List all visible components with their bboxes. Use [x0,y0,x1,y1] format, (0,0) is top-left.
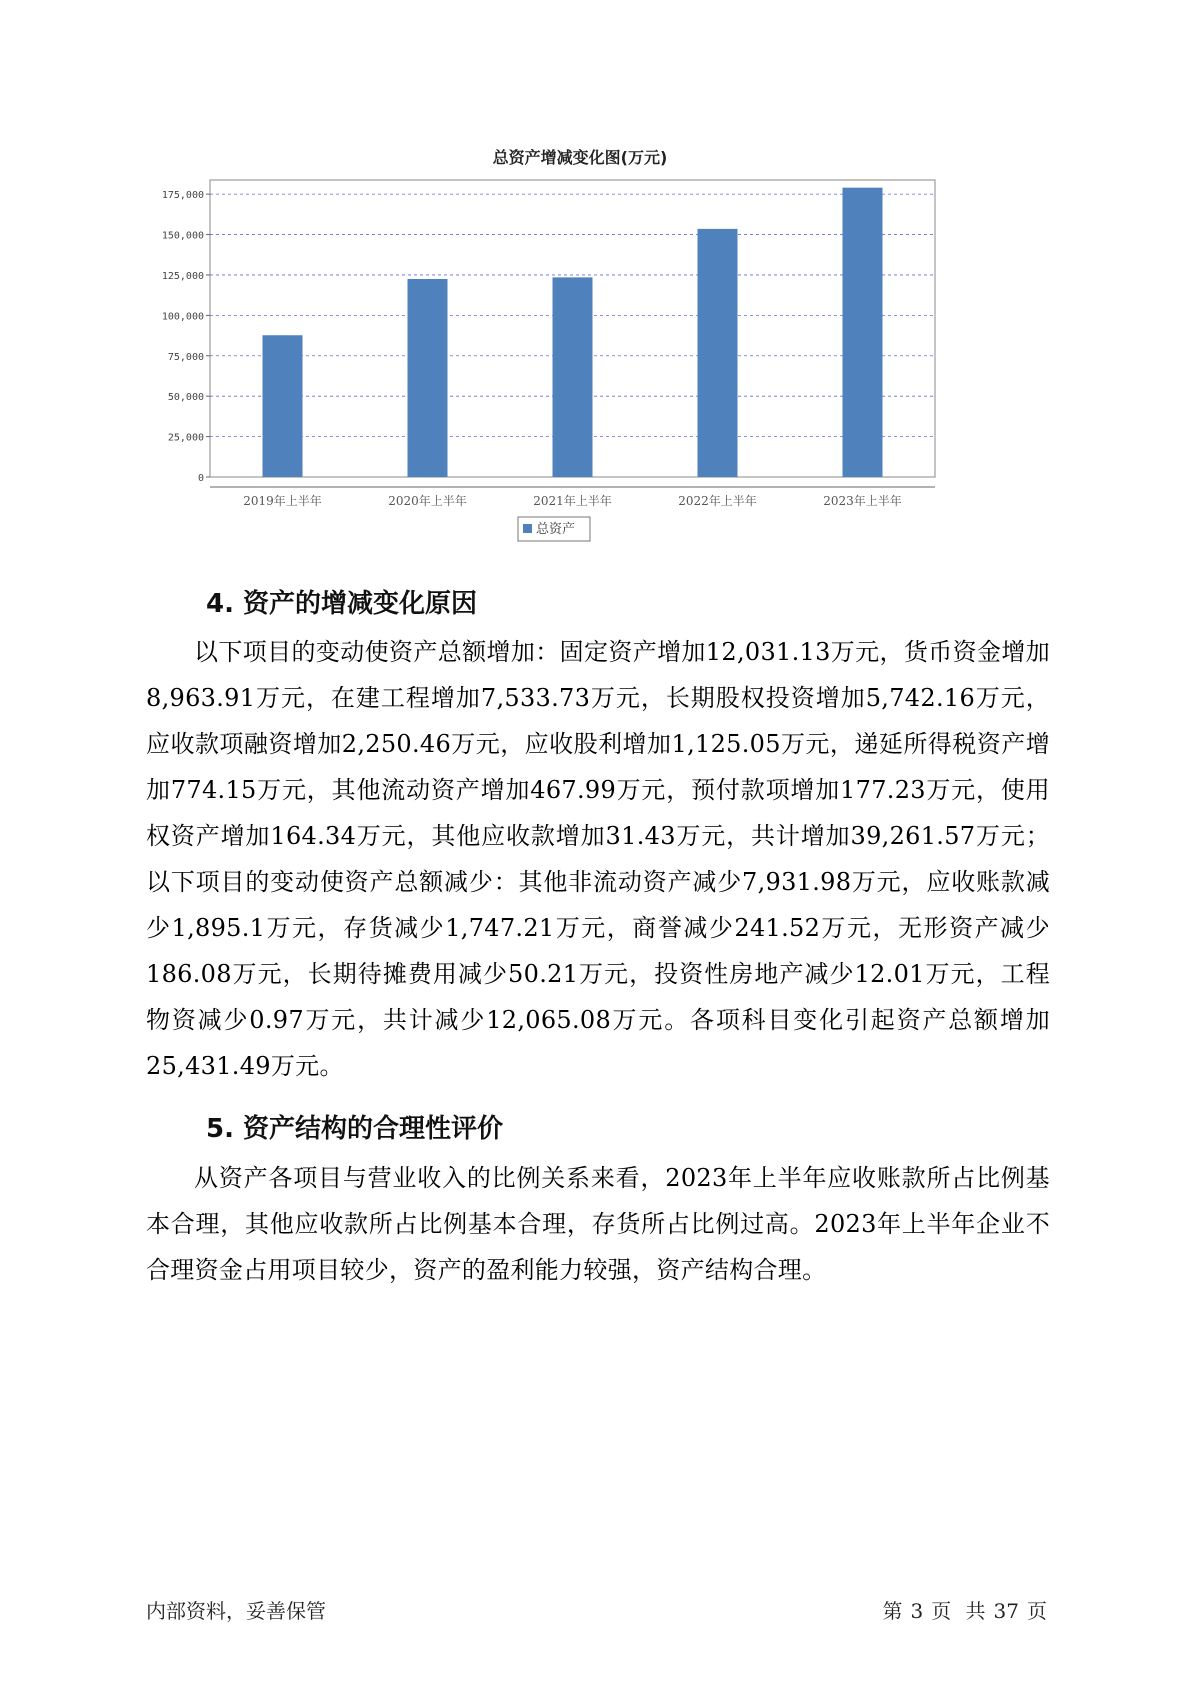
section-heading-4: 4. 资产的增减变化原因 [206,589,478,619]
y-tick-label: 150,000 [161,230,204,242]
y-tick-label: 0 [197,473,204,484]
x-tick-label: 2019年上半年 [243,494,322,508]
section-heading-5: 5. 资产结构的合理性评价 [206,1114,504,1144]
page-unit: 页 [931,1599,952,1623]
bar [408,279,448,477]
x-tick-label: 2021年上半年 [533,494,612,508]
total-unit: 页 [1027,1599,1047,1623]
paragraph: 以下项目的变动使资产总额增加：固定资产增加12,031.13万元，货币资金增加8,963.91万元，在建工程增加7,533.73万元，长期股权投资增加5,742.16万元，应收款项融资增加2,250.46万元，应收股利增加1,125.05万元，递延所得税资产增加774.15万元，其他流动资产增加467.99万元，预付款项增加177.23万元，使用权资产增加164.34万元，其他应收款增加31.43万元，共计增加39,261.57万元；以下项目的变动使资产总额减少：其他非流动资产减少7,931.98万元，应收账款减少1,895.1万元，存货减少1,747.21万元，商誉减少241.52万元，无形资产减少186.08万元，长期待摊费用减少50.21万元，投资性房地产减少12.01万元，工程物资减少0.97万元，共计减少12,065.08万元。各项科目变化引起资产总额增加25,431.49万元。 [146,638,1050,1080]
bar [263,335,303,477]
y-tick-label: 75,000 [167,351,204,363]
legend-label: 总资产 [536,522,576,537]
total-prefix: 共 [965,1599,986,1623]
y-tick-label: 50,000 [167,392,204,404]
bar [843,188,883,477]
paragraph: 从资产各项目与营业收入的比例关系来看，2023年上半年应收账款所占比例基本合理，其他应收款所占比例基本合理，存货所占比例过高。2023年上半年企业不合理资金占用项目较少，资产的盈利能力较强，资产结构合理。 [146,1164,1050,1284]
x-tick-label: 2020年上半年 [388,494,467,508]
y-tick-label: 175,000 [161,190,204,202]
chart-plot [150,135,1010,595]
y-tick-label: 100,000 [161,311,204,323]
footer-page-info [878,1595,1051,1624]
chart-title: 总资产增减变化图(万元) [492,148,668,167]
section-body-4 [146,629,1050,1089]
footer-confidential: 内部资料，妥善保管 [146,1599,326,1623]
bar [698,229,738,477]
legend-swatch [523,524,532,533]
x-tick-label: 2022年上半年 [678,494,757,508]
bar [553,277,593,477]
page-number: 3 [910,1599,924,1623]
page-prefix: 第 [882,1599,903,1623]
total-pages: 37 [993,1599,1019,1623]
section-body-5 [146,1155,1050,1293]
y-tick-label: 125,000 [161,270,204,282]
asset-chart [150,135,1010,595]
x-tick-label: 2023年上半年 [823,494,902,508]
y-tick-label: 25,000 [167,432,204,444]
